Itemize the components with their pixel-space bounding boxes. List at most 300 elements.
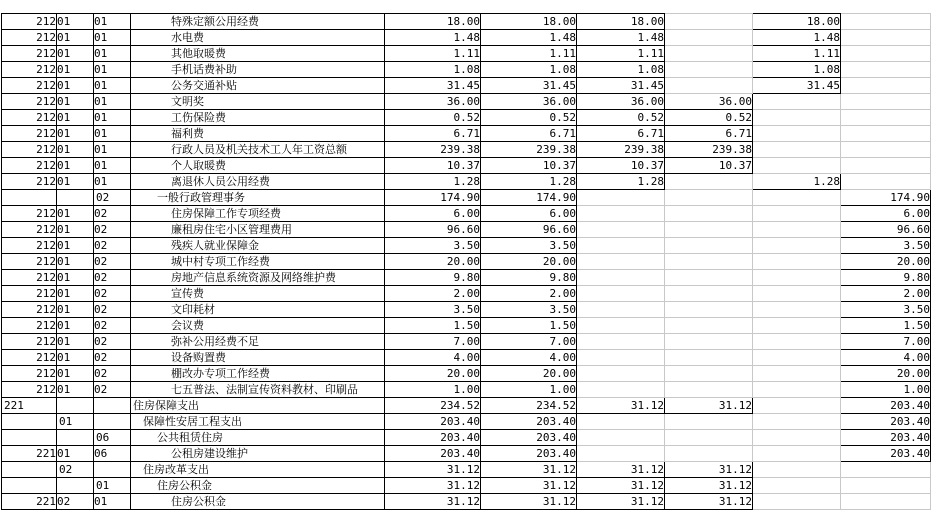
personnel-expense-cell <box>665 238 753 254</box>
public-expense-cell <box>753 382 841 398</box>
item-code-cell: 01 <box>94 46 131 62</box>
section-code-cell: 01 <box>57 222 94 238</box>
section-code-cell: 01 <box>57 142 94 158</box>
item-name-cell: 弥补公用经费不足 <box>131 334 385 350</box>
section-code-cell <box>57 430 94 446</box>
project-expense-cell: 20.00 <box>841 366 931 382</box>
total-cell: 3.50 <box>385 302 481 318</box>
basic-expense-cell: 0.52 <box>577 110 665 126</box>
subtotal-cell: 31.12 <box>481 494 577 510</box>
personnel-expense-cell: 31.12 <box>665 462 753 478</box>
item-name-cell: 廉租房住宅小区管理费用 <box>131 222 385 238</box>
public-expense-cell <box>753 398 841 414</box>
item-name-cell: 工伤保险费 <box>131 110 385 126</box>
project-expense-cell <box>841 462 931 478</box>
item-name-cell: 住房保障工作专项经费 <box>131 206 385 222</box>
item-name-cell: 房地产信息系统资源及网络维护费 <box>131 270 385 286</box>
table-row <box>2 270 931 286</box>
section-code-cell: 01 <box>57 382 94 398</box>
item-name-cell: 住房改革支出 <box>131 462 385 478</box>
basic-expense-cell: 31.12 <box>577 494 665 510</box>
subtotal-cell: 31.12 <box>481 462 577 478</box>
basic-expense-cell: 31.45 <box>577 78 665 94</box>
public-expense-cell <box>753 366 841 382</box>
personnel-expense-cell <box>665 366 753 382</box>
item-code-cell: 01 <box>94 494 131 510</box>
class-code-cell <box>2 462 57 478</box>
table-row <box>2 350 931 366</box>
project-expense-cell <box>841 158 931 174</box>
subtotal-cell: 203.40 <box>481 430 577 446</box>
personnel-expense-cell: 239.38 <box>665 142 753 158</box>
public-expense-cell <box>753 110 841 126</box>
class-code-cell: 212 <box>2 238 57 254</box>
table-row <box>2 238 931 254</box>
subtotal-cell: 20.00 <box>481 366 577 382</box>
personnel-expense-cell <box>665 350 753 366</box>
basic-expense-cell: 6.71 <box>577 126 665 142</box>
public-expense-cell <box>753 206 841 222</box>
class-code-cell: 212 <box>2 382 57 398</box>
public-expense-cell: 1.48 <box>753 30 841 46</box>
project-expense-cell: 203.40 <box>841 398 931 414</box>
subtotal-cell: 96.60 <box>481 222 577 238</box>
class-code-cell: 212 <box>2 302 57 318</box>
subtotal-cell: 3.50 <box>481 238 577 254</box>
basic-expense-cell <box>577 446 665 462</box>
basic-expense-cell <box>577 190 665 206</box>
item-code-cell: 02 <box>94 222 131 238</box>
public-expense-cell <box>753 302 841 318</box>
total-cell: 203.40 <box>385 446 481 462</box>
item-code-cell: 02 <box>94 334 131 350</box>
item-name-cell: 一般行政管理事务 <box>131 190 385 206</box>
project-expense-cell: 3.50 <box>841 302 931 318</box>
basic-expense-cell <box>577 366 665 382</box>
item-code-cell: 02 <box>94 350 131 366</box>
project-expense-cell <box>841 30 931 46</box>
public-expense-cell <box>753 446 841 462</box>
subtotal-cell: 239.38 <box>481 142 577 158</box>
item-code-cell: 02 <box>94 254 131 270</box>
project-expense-cell <box>841 478 931 494</box>
personnel-expense-cell <box>665 78 753 94</box>
table-row <box>2 158 931 174</box>
project-expense-cell <box>841 46 931 62</box>
public-expense-cell <box>753 254 841 270</box>
class-code-cell: 212 <box>2 94 57 110</box>
project-expense-cell: 174.90 <box>841 190 931 206</box>
personnel-expense-cell: 31.12 <box>665 398 753 414</box>
project-expense-cell: 6.00 <box>841 206 931 222</box>
personnel-expense-cell <box>665 254 753 270</box>
item-code-cell: 01 <box>94 94 131 110</box>
subtotal-cell: 31.45 <box>481 78 577 94</box>
subtotal-cell: 36.00 <box>481 94 577 110</box>
table-row <box>2 302 931 318</box>
item-code-cell: 02 <box>94 206 131 222</box>
table-row <box>2 382 931 398</box>
subtotal-cell: 1.48 <box>481 30 577 46</box>
item-code-cell: 06 <box>94 446 131 462</box>
item-name-cell: 七五普法、法制宣传资料教材、印刷品 <box>131 382 385 398</box>
class-code-cell: 221 <box>2 494 57 510</box>
total-cell: 36.00 <box>385 94 481 110</box>
personnel-expense-cell: 10.37 <box>665 158 753 174</box>
public-expense-cell: 1.08 <box>753 62 841 78</box>
item-code-cell: 01 <box>94 78 131 94</box>
subtotal-cell: 174.90 <box>481 190 577 206</box>
total-cell: 18.00 <box>385 14 481 30</box>
basic-expense-cell: 18.00 <box>577 14 665 30</box>
item-code-cell: 02 <box>94 238 131 254</box>
basic-expense-cell: 31.12 <box>577 478 665 494</box>
public-expense-cell <box>753 334 841 350</box>
class-code-cell: 212 <box>2 14 57 30</box>
class-code-cell: 212 <box>2 174 57 190</box>
table-row <box>2 222 931 238</box>
table-row <box>2 142 931 158</box>
item-name-cell: 住房公积金 <box>131 478 385 494</box>
personnel-expense-cell: 0.52 <box>665 110 753 126</box>
public-expense-cell: 1.11 <box>753 46 841 62</box>
personnel-expense-cell <box>665 430 753 446</box>
subtotal-cell: 1.28 <box>481 174 577 190</box>
item-name-cell: 公务交通补贴 <box>131 78 385 94</box>
total-cell: 1.11 <box>385 46 481 62</box>
basic-expense-cell <box>577 206 665 222</box>
personnel-expense-cell <box>665 174 753 190</box>
public-expense-cell <box>753 494 841 510</box>
table-row <box>2 78 931 94</box>
section-code-cell: 01 <box>57 78 94 94</box>
section-code-cell: 01 <box>57 270 94 286</box>
section-code-cell: 01 <box>57 318 94 334</box>
table-row <box>2 206 931 222</box>
table-row <box>2 30 931 46</box>
table-row <box>2 126 931 142</box>
total-cell: 31.12 <box>385 494 481 510</box>
class-code-cell: 212 <box>2 78 57 94</box>
subtotal-cell: 203.40 <box>481 446 577 462</box>
section-code-cell: 01 <box>57 302 94 318</box>
personnel-expense-cell: 36.00 <box>665 94 753 110</box>
section-code-cell <box>57 478 94 494</box>
basic-expense-cell <box>577 350 665 366</box>
class-code-cell: 212 <box>2 158 57 174</box>
item-name-cell: 宣传费 <box>131 286 385 302</box>
personnel-expense-cell <box>665 190 753 206</box>
section-code-cell: 01 <box>57 334 94 350</box>
total-cell: 96.60 <box>385 222 481 238</box>
personnel-expense-cell: 31.12 <box>665 478 753 494</box>
table-row <box>2 94 931 110</box>
total-cell: 1.00 <box>385 382 481 398</box>
project-expense-cell <box>841 142 931 158</box>
total-cell: 20.00 <box>385 366 481 382</box>
item-name-cell: 离退休人员公用经费 <box>131 174 385 190</box>
item-code-cell: 01 <box>94 478 131 494</box>
section-code-cell: 01 <box>57 174 94 190</box>
basic-expense-cell <box>577 286 665 302</box>
class-code-cell: 212 <box>2 286 57 302</box>
total-cell: 31.45 <box>385 78 481 94</box>
project-expense-cell: 1.50 <box>841 318 931 334</box>
item-name-cell: 残疾人就业保障金 <box>131 238 385 254</box>
item-code-cell: 02 <box>94 382 131 398</box>
item-name-cell: 水电费 <box>131 30 385 46</box>
table-row <box>2 254 931 270</box>
section-code-cell: 01 <box>57 158 94 174</box>
total-cell: 6.71 <box>385 126 481 142</box>
total-cell: 31.12 <box>385 462 481 478</box>
personnel-expense-cell <box>665 62 753 78</box>
item-code-cell: 02 <box>94 190 131 206</box>
project-expense-cell <box>841 78 931 94</box>
subtotal-cell: 7.00 <box>481 334 577 350</box>
item-code-cell: 01 <box>94 62 131 78</box>
budget-table <box>1 13 931 510</box>
item-name-cell: 文印耗材 <box>131 302 385 318</box>
project-expense-cell: 2.00 <box>841 286 931 302</box>
basic-expense-cell: 31.12 <box>577 398 665 414</box>
subtotal-cell: 31.12 <box>481 478 577 494</box>
personnel-expense-cell <box>665 206 753 222</box>
section-code-cell: 01 <box>57 14 94 30</box>
item-name-cell: 公租房建设维护 <box>131 446 385 462</box>
table-row <box>2 62 931 78</box>
project-expense-cell <box>841 494 931 510</box>
item-name-cell: 城中村专项工作经费 <box>131 254 385 270</box>
basic-expense-cell: 239.38 <box>577 142 665 158</box>
total-cell: 1.48 <box>385 30 481 46</box>
total-cell: 0.52 <box>385 110 481 126</box>
total-cell: 203.40 <box>385 414 481 430</box>
subtotal-cell: 10.37 <box>481 158 577 174</box>
class-code-cell: 212 <box>2 206 57 222</box>
table-row <box>2 446 931 462</box>
subtotal-cell: 234.52 <box>481 398 577 414</box>
item-code-cell: 02 <box>94 366 131 382</box>
item-code-cell: 01 <box>94 14 131 30</box>
item-code-cell <box>94 462 131 478</box>
public-expense-cell <box>753 142 841 158</box>
class-code-cell: 212 <box>2 366 57 382</box>
total-cell: 1.50 <box>385 318 481 334</box>
class-code-cell <box>2 430 57 446</box>
section-code-cell: 01 <box>57 110 94 126</box>
subtotal-cell: 3.50 <box>481 302 577 318</box>
project-expense-cell: 7.00 <box>841 334 931 350</box>
subtotal-cell: 1.08 <box>481 62 577 78</box>
section-code-cell <box>57 398 94 414</box>
class-code-cell: 212 <box>2 126 57 142</box>
total-cell: 6.00 <box>385 206 481 222</box>
section-code-cell: 01 <box>57 46 94 62</box>
table-row <box>2 478 931 494</box>
public-expense-cell <box>753 430 841 446</box>
total-cell: 20.00 <box>385 254 481 270</box>
project-expense-cell: 96.60 <box>841 222 931 238</box>
basic-expense-cell: 1.48 <box>577 30 665 46</box>
table-row <box>2 430 931 446</box>
section-code-cell: 01 <box>57 414 94 430</box>
basic-expense-cell <box>577 222 665 238</box>
item-code-cell: 01 <box>94 126 131 142</box>
basic-expense-cell <box>577 302 665 318</box>
project-expense-cell: 1.00 <box>841 382 931 398</box>
table-row <box>2 494 931 510</box>
total-cell: 7.00 <box>385 334 481 350</box>
item-name-cell: 福利费 <box>131 126 385 142</box>
item-code-cell: 02 <box>94 318 131 334</box>
subtotal-cell: 6.71 <box>481 126 577 142</box>
class-code-cell: 221 <box>2 446 57 462</box>
total-cell: 3.50 <box>385 238 481 254</box>
class-code-cell: 212 <box>2 270 57 286</box>
item-name-cell: 住房公积金 <box>131 494 385 510</box>
basic-expense-cell: 36.00 <box>577 94 665 110</box>
section-code-cell: 01 <box>57 286 94 302</box>
subtotal-cell: 1.11 <box>481 46 577 62</box>
class-code-cell <box>2 190 57 206</box>
basic-expense-cell <box>577 382 665 398</box>
project-expense-cell <box>841 14 931 30</box>
public-expense-cell: 18.00 <box>753 14 841 30</box>
item-code-cell: 02 <box>94 286 131 302</box>
table-row <box>2 366 931 382</box>
personnel-expense-cell <box>665 46 753 62</box>
total-cell: 1.08 <box>385 62 481 78</box>
item-code-cell: 06 <box>94 430 131 446</box>
class-code-cell <box>2 478 57 494</box>
table-row <box>2 462 931 478</box>
personnel-expense-cell <box>665 270 753 286</box>
public-expense-cell <box>753 478 841 494</box>
subtotal-cell: 1.50 <box>481 318 577 334</box>
personnel-expense-cell <box>665 302 753 318</box>
public-expense-cell: 1.28 <box>753 174 841 190</box>
subtotal-cell: 203.40 <box>481 414 577 430</box>
public-expense-cell <box>753 270 841 286</box>
section-code-cell: 01 <box>57 30 94 46</box>
basic-expense-cell <box>577 270 665 286</box>
public-expense-cell <box>753 126 841 142</box>
public-expense-cell <box>753 222 841 238</box>
item-code-cell <box>94 398 131 414</box>
basic-expense-cell <box>577 414 665 430</box>
public-expense-cell <box>753 318 841 334</box>
personnel-expense-cell <box>665 318 753 334</box>
table-row <box>2 414 931 430</box>
personnel-expense-cell: 31.12 <box>665 494 753 510</box>
project-expense-cell: 203.40 <box>841 446 931 462</box>
basic-expense-cell <box>577 430 665 446</box>
item-name-cell: 会议费 <box>131 318 385 334</box>
class-code-cell: 212 <box>2 318 57 334</box>
project-expense-cell: 20.00 <box>841 254 931 270</box>
class-code-cell: 212 <box>2 46 57 62</box>
personnel-expense-cell <box>665 14 753 30</box>
subtotal-cell: 4.00 <box>481 350 577 366</box>
class-code-cell: 212 <box>2 142 57 158</box>
table-row <box>2 46 931 62</box>
section-code-cell: 01 <box>57 238 94 254</box>
item-name-cell: 公共租赁住房 <box>131 430 385 446</box>
item-name-cell: 设备购置费 <box>131 350 385 366</box>
section-code-cell <box>57 190 94 206</box>
basic-expense-cell <box>577 238 665 254</box>
section-code-cell: 02 <box>57 462 94 478</box>
basic-expense-cell: 1.11 <box>577 46 665 62</box>
subtotal-cell: 9.80 <box>481 270 577 286</box>
class-code-cell: 212 <box>2 62 57 78</box>
public-expense-cell <box>753 94 841 110</box>
public-expense-cell <box>753 238 841 254</box>
personnel-expense-cell <box>665 222 753 238</box>
personnel-expense-cell <box>665 446 753 462</box>
public-expense-cell <box>753 462 841 478</box>
item-name-cell: 棚改办专项工作经费 <box>131 366 385 382</box>
item-code-cell <box>94 414 131 430</box>
class-code-cell: 221 <box>2 398 57 414</box>
item-code-cell: 01 <box>94 110 131 126</box>
subtotal-cell: 0.52 <box>481 110 577 126</box>
section-code-cell: 01 <box>57 446 94 462</box>
item-code-cell: 02 <box>94 302 131 318</box>
table-row <box>2 334 931 350</box>
subtotal-cell: 18.00 <box>481 14 577 30</box>
section-code-cell: 01 <box>57 94 94 110</box>
subtotal-cell: 20.00 <box>481 254 577 270</box>
total-cell: 9.80 <box>385 270 481 286</box>
class-code-cell: 212 <box>2 254 57 270</box>
total-cell: 239.38 <box>385 142 481 158</box>
table-row <box>2 398 931 414</box>
item-code-cell: 01 <box>94 158 131 174</box>
total-cell: 174.90 <box>385 190 481 206</box>
item-name-cell: 特殊定额公用经费 <box>131 14 385 30</box>
class-code-cell: 212 <box>2 350 57 366</box>
project-expense-cell: 203.40 <box>841 430 931 446</box>
basic-expense-cell <box>577 334 665 350</box>
basic-expense-cell: 1.28 <box>577 174 665 190</box>
item-name-cell: 个人取暖费 <box>131 158 385 174</box>
class-code-cell: 212 <box>2 334 57 350</box>
basic-expense-cell: 1.08 <box>577 62 665 78</box>
subtotal-cell: 1.00 <box>481 382 577 398</box>
total-cell: 10.37 <box>385 158 481 174</box>
project-expense-cell: 203.40 <box>841 414 931 430</box>
public-expense-cell <box>753 190 841 206</box>
table-row <box>2 14 931 30</box>
table-row <box>2 174 931 190</box>
section-code-cell: 01 <box>57 366 94 382</box>
subtotal-cell: 6.00 <box>481 206 577 222</box>
section-code-cell: 01 <box>57 350 94 366</box>
project-expense-cell <box>841 174 931 190</box>
personnel-expense-cell <box>665 414 753 430</box>
project-expense-cell: 4.00 <box>841 350 931 366</box>
section-code-cell: 01 <box>57 206 94 222</box>
item-name-cell: 手机话费补助 <box>131 62 385 78</box>
basic-expense-cell: 10.37 <box>577 158 665 174</box>
total-cell: 2.00 <box>385 286 481 302</box>
personnel-expense-cell <box>665 334 753 350</box>
table-row <box>2 190 931 206</box>
item-name-cell: 住房保障支出 <box>131 398 385 414</box>
project-expense-cell: 9.80 <box>841 270 931 286</box>
